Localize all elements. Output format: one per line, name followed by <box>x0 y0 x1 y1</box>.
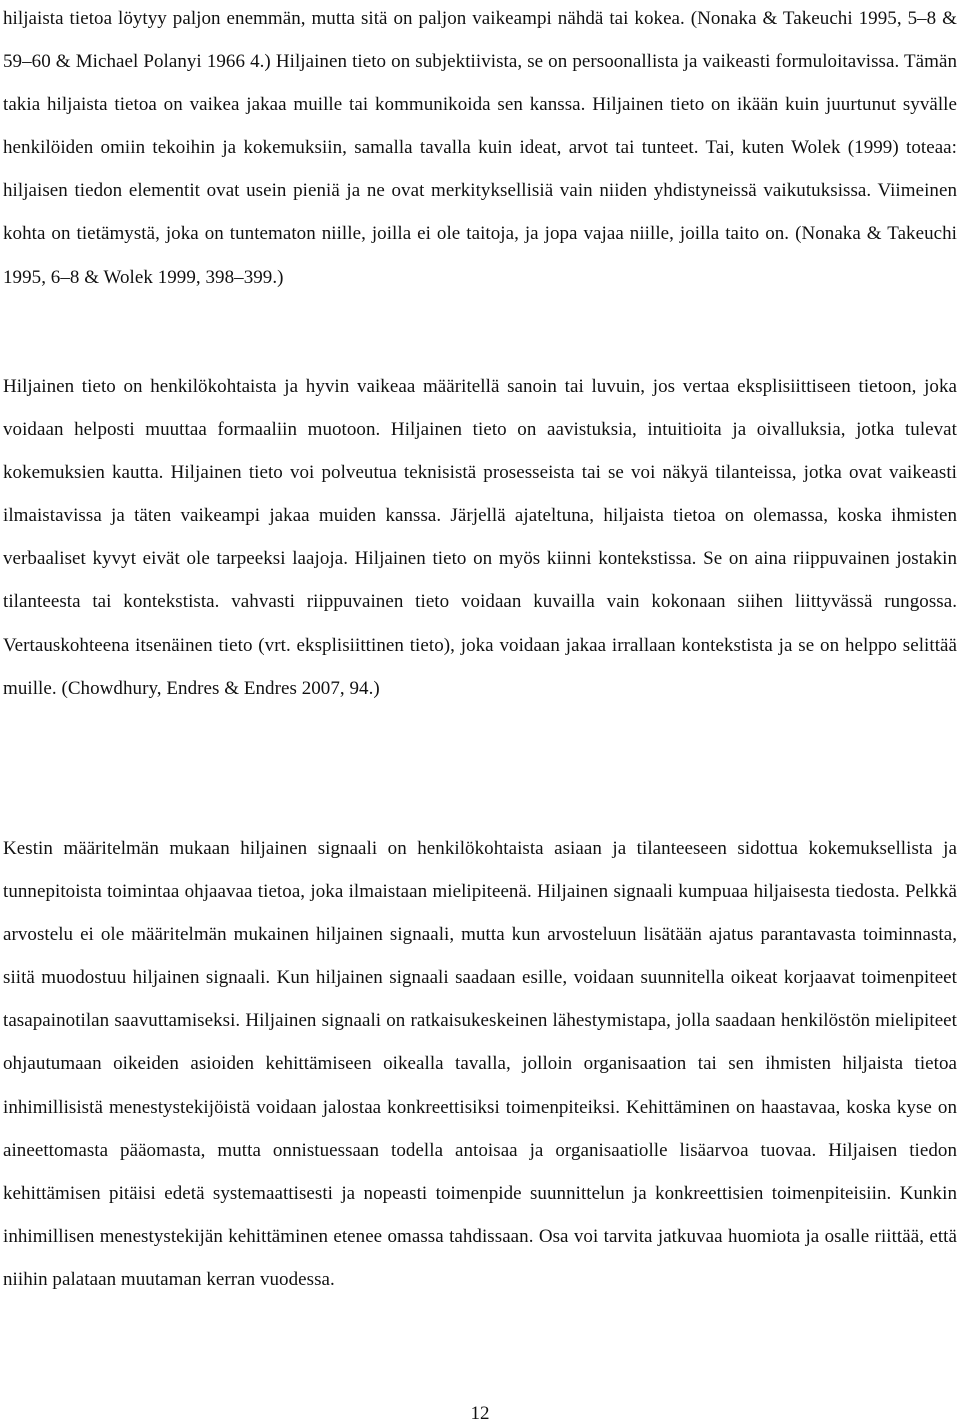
body-paragraph: Kestin määritelmän mukaan hiljainen signaali on henkilökohtaista asiaan ja tilanteeseen sidottua kokemuksellista ja tunnepitoista toimintaa ohjaavaa tietoa, joka ilmaistaan mielipiteenä. Hiljainen signaali kumpuaa hiljaisesta tiedosta. Pelkkä arvostelu ei ole määritelmän mukainen hiljainen signaali, mutta kun arvosteluun lisätään ajatus parantavasta toiminnasta, siitä muodostuu hiljainen signaali. Kun hiljainen signaali saadaan esille, voidaan suunnitella oikeat korjaavat toimenpiteet tasapainotilan saavuttamiseksi. Hiljainen signaali on ratkaisukeskeinen lähestymistapa, jolla saadaan henkilöstön mielipiteet ohjautumaan oikeiden asioiden kehittämiseen oikealla tavalla, jolloin organisaation tai sen ihmisten hiljaista tietoa inhimillisistä menestystekijöistä voidaan jalostaa konkreettisiksi toimenpiteiksi. Kehittäminen on haastavaa, koska kyse on aineettomasta pääomasta, mutta onnistuessaan todella antoisaa ja organisaatiolle lisäarvoa tuovaa. Hiljaisen tiedon kehittämisen pitäisi edetä systemaattisesti ja nopeasti toimenpide suunnittelun ja konkreettisien toimenpiteisiin. Kunkin inhimillisen menestystekijän kehittäminen etenee omassa tahdissaan. Osa voi tarvita jatkuvaa huomiota ja osalle riittää, että niihin palataan muutaman kerran vuodessa. <box>3 838 957 1290</box>
body-paragraph: hiljaista tietoa löytyy paljon enemmän, mutta sitä on paljon vaikeampi nähdä tai kokea. (Nonaka & Takeuchi 1995, 5–8 & 59–60 & Michael Polanyi 1966 4.) Hiljainen tieto on subjektiivista, se on persoonallista ja vaikeasti formuloitavissa. Tämän takia hiljaista tietoa on vaikea jakaa muille tai kommunikoida sen kanssa. Hiljainen tieto on ikään kuin juurtunut syvälle henkilöiden omiin tekoihin ja kokemuksiin, samalla tavalla kuin ideat, arvot tai tunteet. Tai, kuten Wolek (1999) toteaa: hiljaisen tiedon elementit ovat usein pieniä ja ne ovat merkityksellisiä vain niiden yhdistyneissä vaikutuksissa. Viimeinen kohta on tietämystä, joka on tuntematon niille, joilla ei ole taitoja, ja jopa vajaa niille, joilla taito on. (Nonaka & Takeuchi 1995, 6–8 & Wolek 1999, 398–399.) <box>3 8 957 288</box>
body-paragraph: Hiljainen tieto on henkilökohtaista ja hyvin vaikeaa määritellä sanoin tai luvuin, jos vertaa eksplisiittiseen tietoon, joka voidaan helposti muuttaa formaaliin muotoon. Hiljainen tieto on aavistuksia, intuitioita ja oivalluksia, jotka tulevat kokemuksien kautta. Hiljainen tieto voi polveutua teknisistä prosesseista tai se voi näkyä tilanteissa, jotka ovat vaikeasti ilmaistavissa ja täten vaikeampi jakaa muiden kanssa. Järjellä ajateltuna, hiljaista tietoa on olemassa, koska ihmisten verbaaliset kyvyt eivät ole tarpeeksi laajoja. Hiljainen tieto on myös kiinni kontekstissa. Se on aina riippuvainen jostakin tilanteesta tai kontekstista. vahvasti riippuvainen tieto voidaan kuvailla vain kokonaan siihen liittyvässä rungossa. Vertauskohteena itsenäinen tieto (vrt. eksplisiittinen tieto), joka voidaan jakaa irrallaan kontekstista ja se on helppo selittää muille. (Chowdhury, Endres & Endres 2007, 94.) <box>3 376 957 699</box>
page-number: 12 <box>470 1403 490 1424</box>
